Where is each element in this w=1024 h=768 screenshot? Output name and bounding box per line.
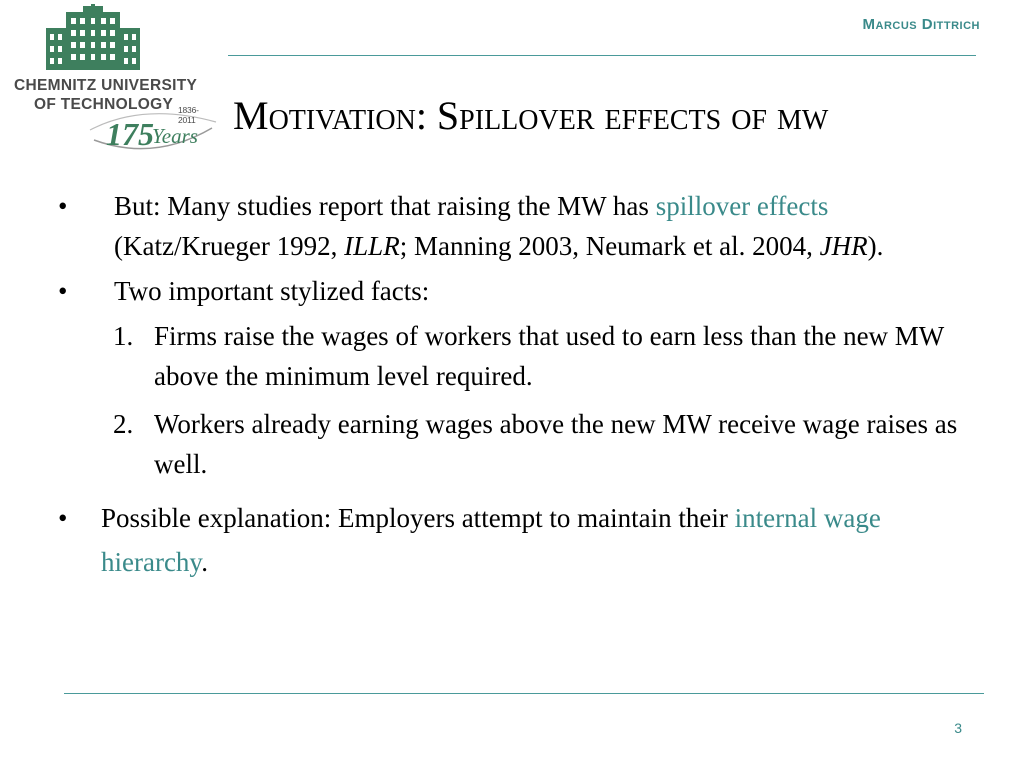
bullet-text: (Katz/Krueger 1992, (114, 231, 345, 261)
anniversary-number: 175 (106, 116, 154, 152)
university-line2: OF TECHNOLOGY (34, 96, 174, 113)
bullet-explanation (58, 496, 978, 584)
bullet-text: ). (867, 231, 884, 261)
slide-title: Motivation: Spillover effects of mw (233, 93, 829, 138)
bullet-text: But: Many studies report that raising the MW has (114, 191, 656, 221)
bullet-marker: • (58, 191, 68, 221)
item-number: 2. (113, 409, 134, 439)
bullet-text: Two important stylized facts: (114, 276, 430, 306)
item-number: 1. (113, 321, 134, 351)
bullet-stylized-facts (58, 271, 978, 311)
anniversary-word: Years (152, 124, 198, 148)
numbered-item (58, 404, 978, 484)
bullet-text: ; Manning 2003, Neumark et al. 2004, (399, 231, 820, 261)
journal-jhr: JHR (819, 231, 868, 261)
building-icon (46, 4, 196, 74)
bullet-text: . (201, 547, 208, 577)
footer-divider (64, 693, 984, 694)
anniversary-range: 1836-2011 (178, 105, 199, 125)
page-number: 3 (954, 720, 962, 736)
university-logo (6, 4, 216, 164)
highlight-spillover-effects: spillover effects (655, 191, 829, 221)
item-text: Workers already earning wages above the new MW receive wage raises as well. (154, 409, 958, 479)
bullet-marker: • (58, 276, 68, 306)
university-line1: CHEMNITZ UNIVERSITY (14, 77, 198, 94)
numbered-item (58, 316, 978, 396)
author-name: Marcus Dittrich (862, 16, 980, 33)
item-text: Firms raise the wages of workers that used to earn less than the new MW above the minimum level required. (154, 321, 944, 391)
bullet-marker: • (58, 503, 68, 533)
highlight-internal-wage-hierarchy: internal wage hierarchy (101, 503, 881, 577)
header-divider (228, 55, 976, 56)
bullet-spillover (58, 186, 978, 266)
slide-body (58, 186, 978, 584)
journal-illr: ILLR (344, 231, 400, 261)
bullet-text: Possible explanation: Employers attempt to maintain their (101, 503, 735, 533)
